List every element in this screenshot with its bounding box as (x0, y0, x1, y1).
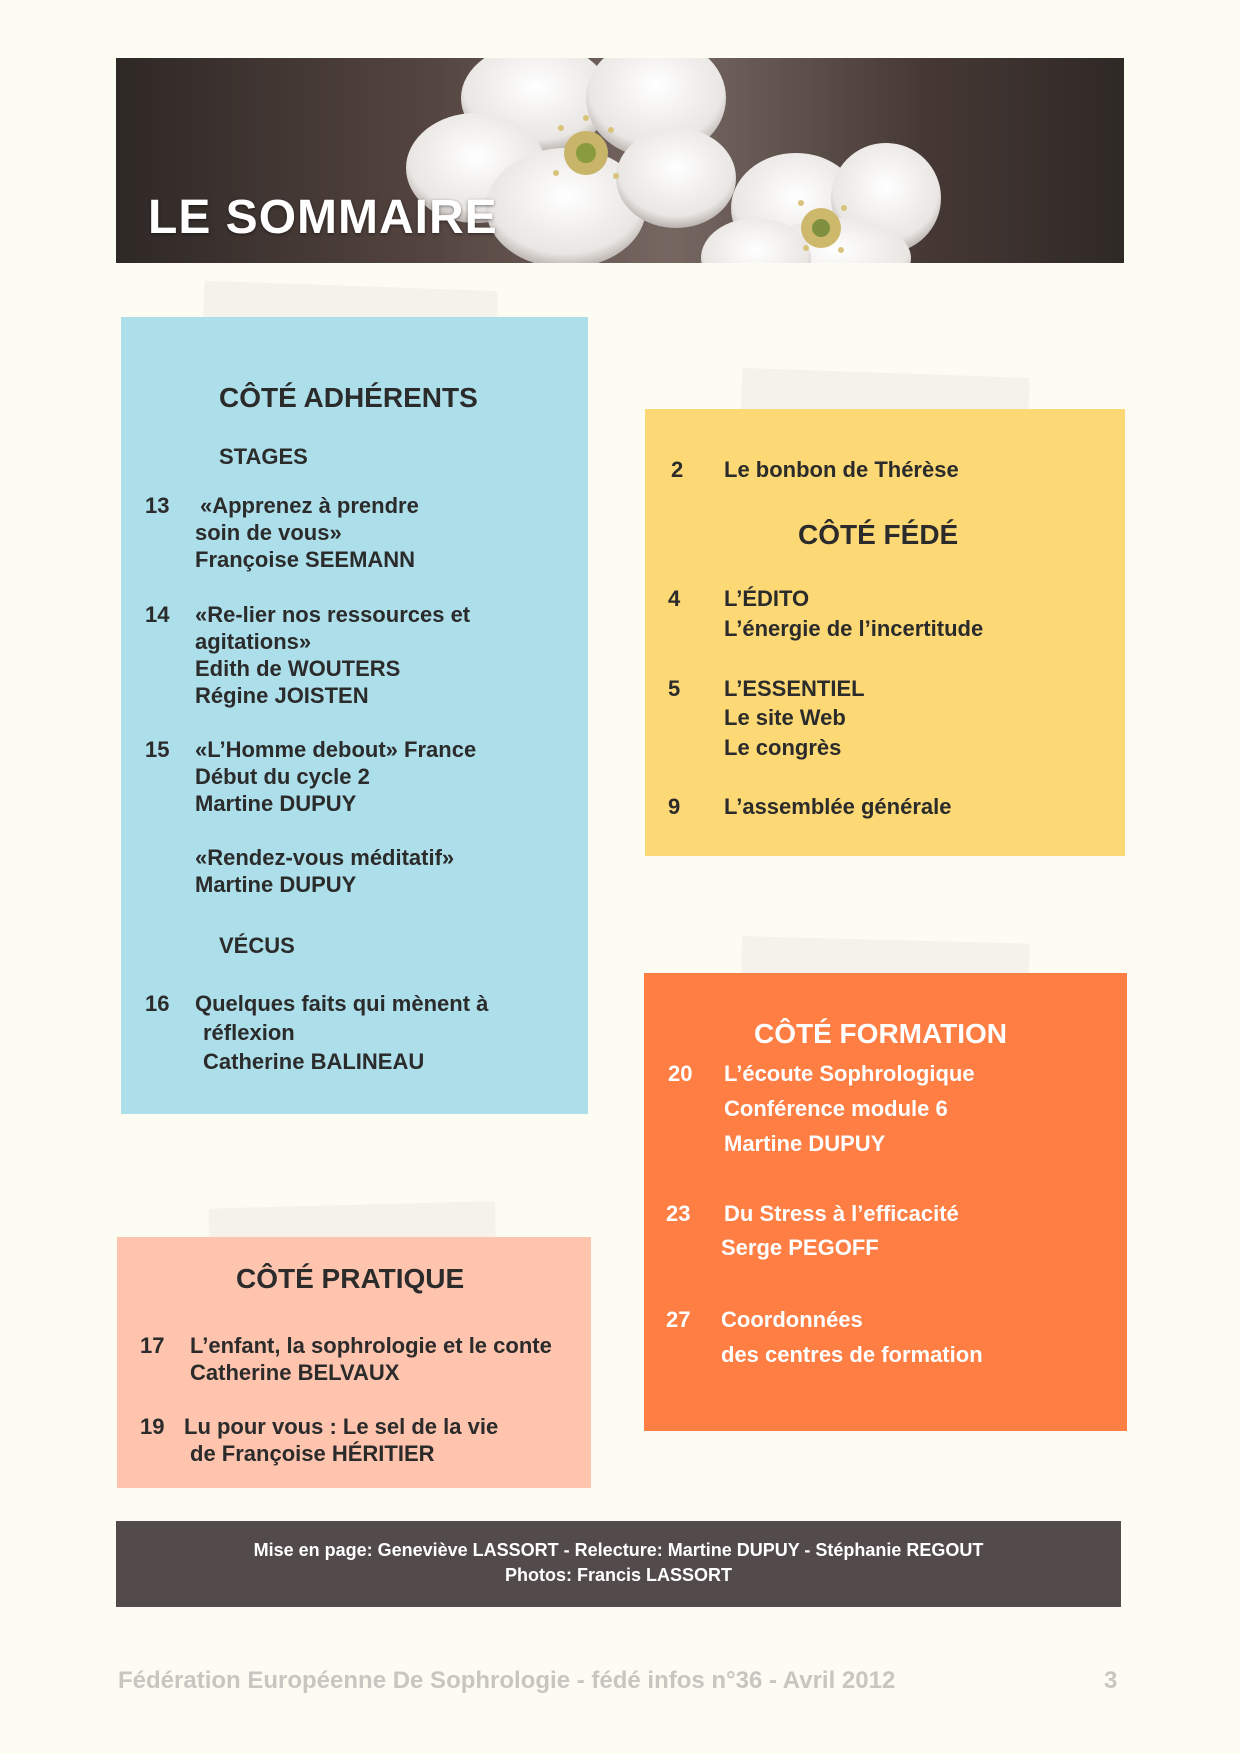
entry-line: Françoise SEEMANN (195, 547, 416, 572)
page-number: 9 (668, 794, 681, 819)
entry-line: Quelques faits qui mènent à (195, 991, 489, 1016)
entry-line: des centres de formation (721, 1342, 983, 1367)
entry-line: Le congrès (724, 735, 842, 760)
entry-line: Régine JOISTEN (195, 683, 369, 708)
section-pratique (117, 1237, 591, 1488)
entry-line: Le site Web (724, 705, 846, 730)
entry-line: L’ESSENTIEL (724, 676, 865, 701)
page-number: 16 (145, 991, 170, 1016)
entry-line: Martine DUPUY (724, 1131, 886, 1156)
entry-line: Martine DUPUY (195, 791, 357, 816)
entry-line: de Françoise HÉRITIER (190, 1441, 435, 1466)
entry-line: «Rendez-vous méditatif» (195, 845, 455, 870)
page-number: 14 (145, 602, 170, 627)
section-title: CÔTÉ PRATIQUE (236, 1263, 465, 1294)
page-title: LE SOMMAIRE (148, 191, 498, 244)
entry-line: Serge PEGOFF (721, 1235, 879, 1260)
page-number: 27 (666, 1307, 691, 1332)
subsection-label: STAGES (219, 444, 308, 469)
entry-line: Catherine BELVAUX (190, 1360, 400, 1385)
entry-line: «L’Homme debout» France (195, 737, 477, 762)
section-adherents (121, 317, 588, 1114)
page-number: 15 (145, 737, 170, 762)
entry-line: L’assemblée générale (724, 794, 952, 819)
page-number: 4 (668, 586, 681, 611)
credits-layout: Mise en page: Geneviève LASSORT - Relecture: Martine DUPUY - Stéphanie REGOUT (253, 1540, 984, 1560)
subsection-label: VÉCUS (219, 933, 295, 958)
entry-line: L’énergie de l’incertitude (724, 616, 984, 641)
page-number: 5 (668, 676, 681, 701)
section-title: CÔTÉ FÉDÉ (798, 519, 959, 550)
page-number: 2 (671, 457, 684, 482)
section-fede (645, 409, 1125, 856)
entry-line: L’enfant, la sophrologie et le conte (190, 1333, 552, 1358)
entry-line: agitations» (195, 629, 312, 654)
header-banner (116, 58, 1124, 263)
credits-bar (116, 1521, 1121, 1607)
entry-line: Edith de WOUTERS (195, 656, 401, 681)
entry-line: Du Stress à l’efficacité (724, 1201, 959, 1226)
entry-line: soin de vous» (195, 520, 342, 545)
entry-line: L’ÉDITO (724, 586, 810, 611)
footer-publication: Fédération Européenne De Sophrologie - fédé infos n°36 - Avril 2012 (118, 1667, 896, 1694)
entry-line: Lu pour vous : Le sel de la vie (184, 1414, 499, 1439)
entry-line: Conférence module 6 (724, 1096, 948, 1121)
page-number: 13 (145, 493, 170, 518)
page-number: 23 (666, 1201, 691, 1226)
footer-page-number: 3 (1104, 1667, 1118, 1694)
entry-line: Coordonnées (721, 1307, 863, 1332)
section-title: CÔTÉ FORMATION (754, 1018, 1008, 1049)
entry-line: Catherine BALINEAU (203, 1049, 425, 1074)
entry-line: Le bonbon de Thérèse (724, 457, 959, 482)
credits-photos: Photos: Francis LASSORT (504, 1565, 733, 1585)
entry-line: Début du cycle 2 (195, 764, 370, 789)
entry-line: L’écoute Sophrologique (724, 1061, 975, 1086)
page-number: 20 (668, 1061, 693, 1086)
page-number: 19 (140, 1414, 165, 1439)
entry-line: Martine DUPUY (195, 872, 357, 897)
section-title: CÔTÉ ADHÉRENTS (219, 382, 478, 413)
section-formation (644, 973, 1127, 1431)
page-number: 17 (140, 1333, 165, 1358)
entry-line: réflexion (203, 1020, 295, 1045)
entry-line: «Apprenez à prendre (200, 493, 419, 518)
entry-line: «Re-lier nos ressources et (195, 602, 471, 627)
